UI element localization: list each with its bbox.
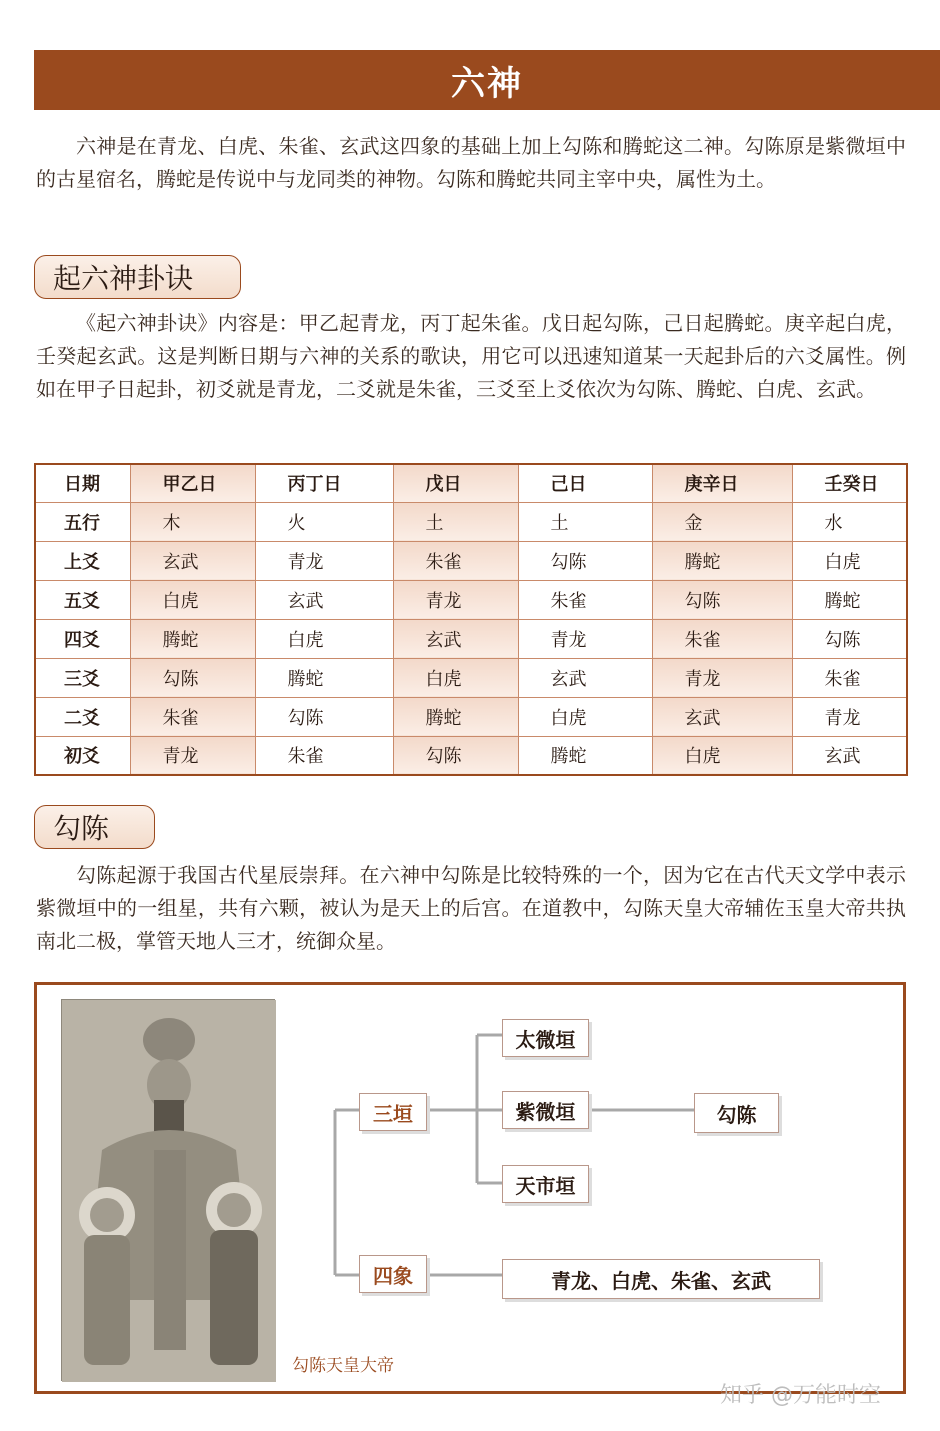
table-cell: 玄武 [255,580,393,619]
table-cell: 勾陈 [130,658,255,697]
table-cell: 勾陈 [393,736,518,775]
table-row [35,502,907,541]
table-cell: 朱雀 [255,736,393,775]
table-cell: 木 [130,502,255,541]
table-header-cell: 庚辛日 [652,464,792,502]
table-header-cell: 己日 [518,464,652,502]
table-row [35,736,907,775]
table-cell: 白虎 [255,619,393,658]
table-cell: 玄武 [792,736,907,775]
table-row [35,541,907,580]
table-cell: 二爻 [35,697,130,736]
table-cell: 玄武 [652,697,792,736]
table-cell: 朱雀 [518,580,652,619]
table-cell: 白虎 [652,736,792,775]
table-cell: 勾陈 [792,619,907,658]
table-cell: 白虎 [518,697,652,736]
table-cell: 腾蛇 [518,736,652,775]
table-cell: 白虎 [130,580,255,619]
table-header-cell: 日期 [35,464,130,502]
table-cell: 土 [393,502,518,541]
table-cell: 青龙 [792,697,907,736]
node-sanyuan: 三垣 [359,1093,427,1131]
table-cell: 土 [518,502,652,541]
table-cell: 青龙 [130,736,255,775]
section-heading-gouchen: 勾陈 [34,805,155,849]
watermark: 知乎 @万能时空 [720,1383,881,1408]
intro-paragraph: 六神是在青龙、白虎、朱雀、玄武这四象的基础上加上勾陈和腾蛇这二神。勾陈原是紫微垣中的古星宿名，腾蛇是传说中与龙同类的神物。勾陈和腾蛇共同主宰中央，属性为土。 [36,134,906,191]
table-cell: 五爻 [35,580,130,619]
table-cell: 腾蛇 [652,541,792,580]
table-cell: 火 [255,502,393,541]
six-gods-table [34,463,908,776]
node-ziwei: 紫微垣 [502,1091,589,1129]
table-cell: 上爻 [35,541,130,580]
node-sixiang: 四象 [359,1255,427,1293]
table-cell: 朱雀 [130,697,255,736]
table-header-cell: 甲乙日 [130,464,255,502]
section-heading-qiliushen: 起六神卦诀 [34,255,241,299]
table-cell: 腾蛇 [130,619,255,658]
table-cell: 青龙 [652,658,792,697]
table-cell: 朱雀 [792,658,907,697]
table-header-cell: 壬癸日 [792,464,907,502]
table-cell: 腾蛇 [393,697,518,736]
table-cell: 勾陈 [518,541,652,580]
table-cell: 金 [652,502,792,541]
table-cell: 青龙 [393,580,518,619]
table-header-cell: 丙丁日 [255,464,393,502]
table-row [35,697,907,736]
table-row [35,619,907,658]
table-row [35,658,907,697]
table-cell: 三爻 [35,658,130,697]
node-tianshi: 天市垣 [502,1165,589,1203]
table-row [35,580,907,619]
table-cell: 勾陈 [652,580,792,619]
gouchen-diagram [34,982,906,1394]
table-cell: 青龙 [518,619,652,658]
diagram-connectors [37,985,903,1391]
table-cell: 腾蛇 [792,580,907,619]
qiliushen-paragraph: 《起六神卦诀》内容是：甲乙起青龙，丙丁起朱雀。戊日起勾陈，己日起腾蛇。庚辛起白虎，壬癸起玄武。这是判断日期与六神的关系的歌诀，用它可以迅速知道某一天起卦后的六爻属性。例如在甲子日起卦，初爻就是青龙，二爻就是朱雀，三爻至上爻依次为勾陈、腾蛇、白虎、玄武。 [36,311,906,401]
table-cell: 玄武 [518,658,652,697]
table-cell: 五行 [35,502,130,541]
table-cell: 白虎 [792,541,907,580]
table-cell: 玄武 [393,619,518,658]
gouchen-paragraph: 勾陈起源于我国古代星辰崇拜。在六神中勾陈是比较特殊的一个，因为它在古代天文学中表示紫微垣中的一组星，共有六颗，被认为是天上的后宫。在道教中，勾陈天皇大帝辅佐玉皇大帝共执南北二极，掌管天地人三才，统御众星。 [36,863,906,953]
node-taiwei: 太微垣 [502,1019,589,1057]
table-cell: 四爻 [35,619,130,658]
table-cell: 勾陈 [255,697,393,736]
node-four-symbols: 青龙、白虎、朱雀、玄武 [502,1259,820,1299]
portrait-caption: 勾陈天皇大帝 [292,1356,394,1376]
table-cell: 玄武 [130,541,255,580]
table-cell: 朱雀 [393,541,518,580]
table-cell: 水 [792,502,907,541]
table-cell: 初爻 [35,736,130,775]
page-title: 六神 [34,50,940,110]
table-header-cell: 戊日 [393,464,518,502]
node-gouchen: 勾陈 [694,1093,779,1133]
table-cell: 朱雀 [652,619,792,658]
table-cell: 青龙 [255,541,393,580]
table-cell: 白虎 [393,658,518,697]
table-header-row [35,464,907,502]
table-cell: 腾蛇 [255,658,393,697]
